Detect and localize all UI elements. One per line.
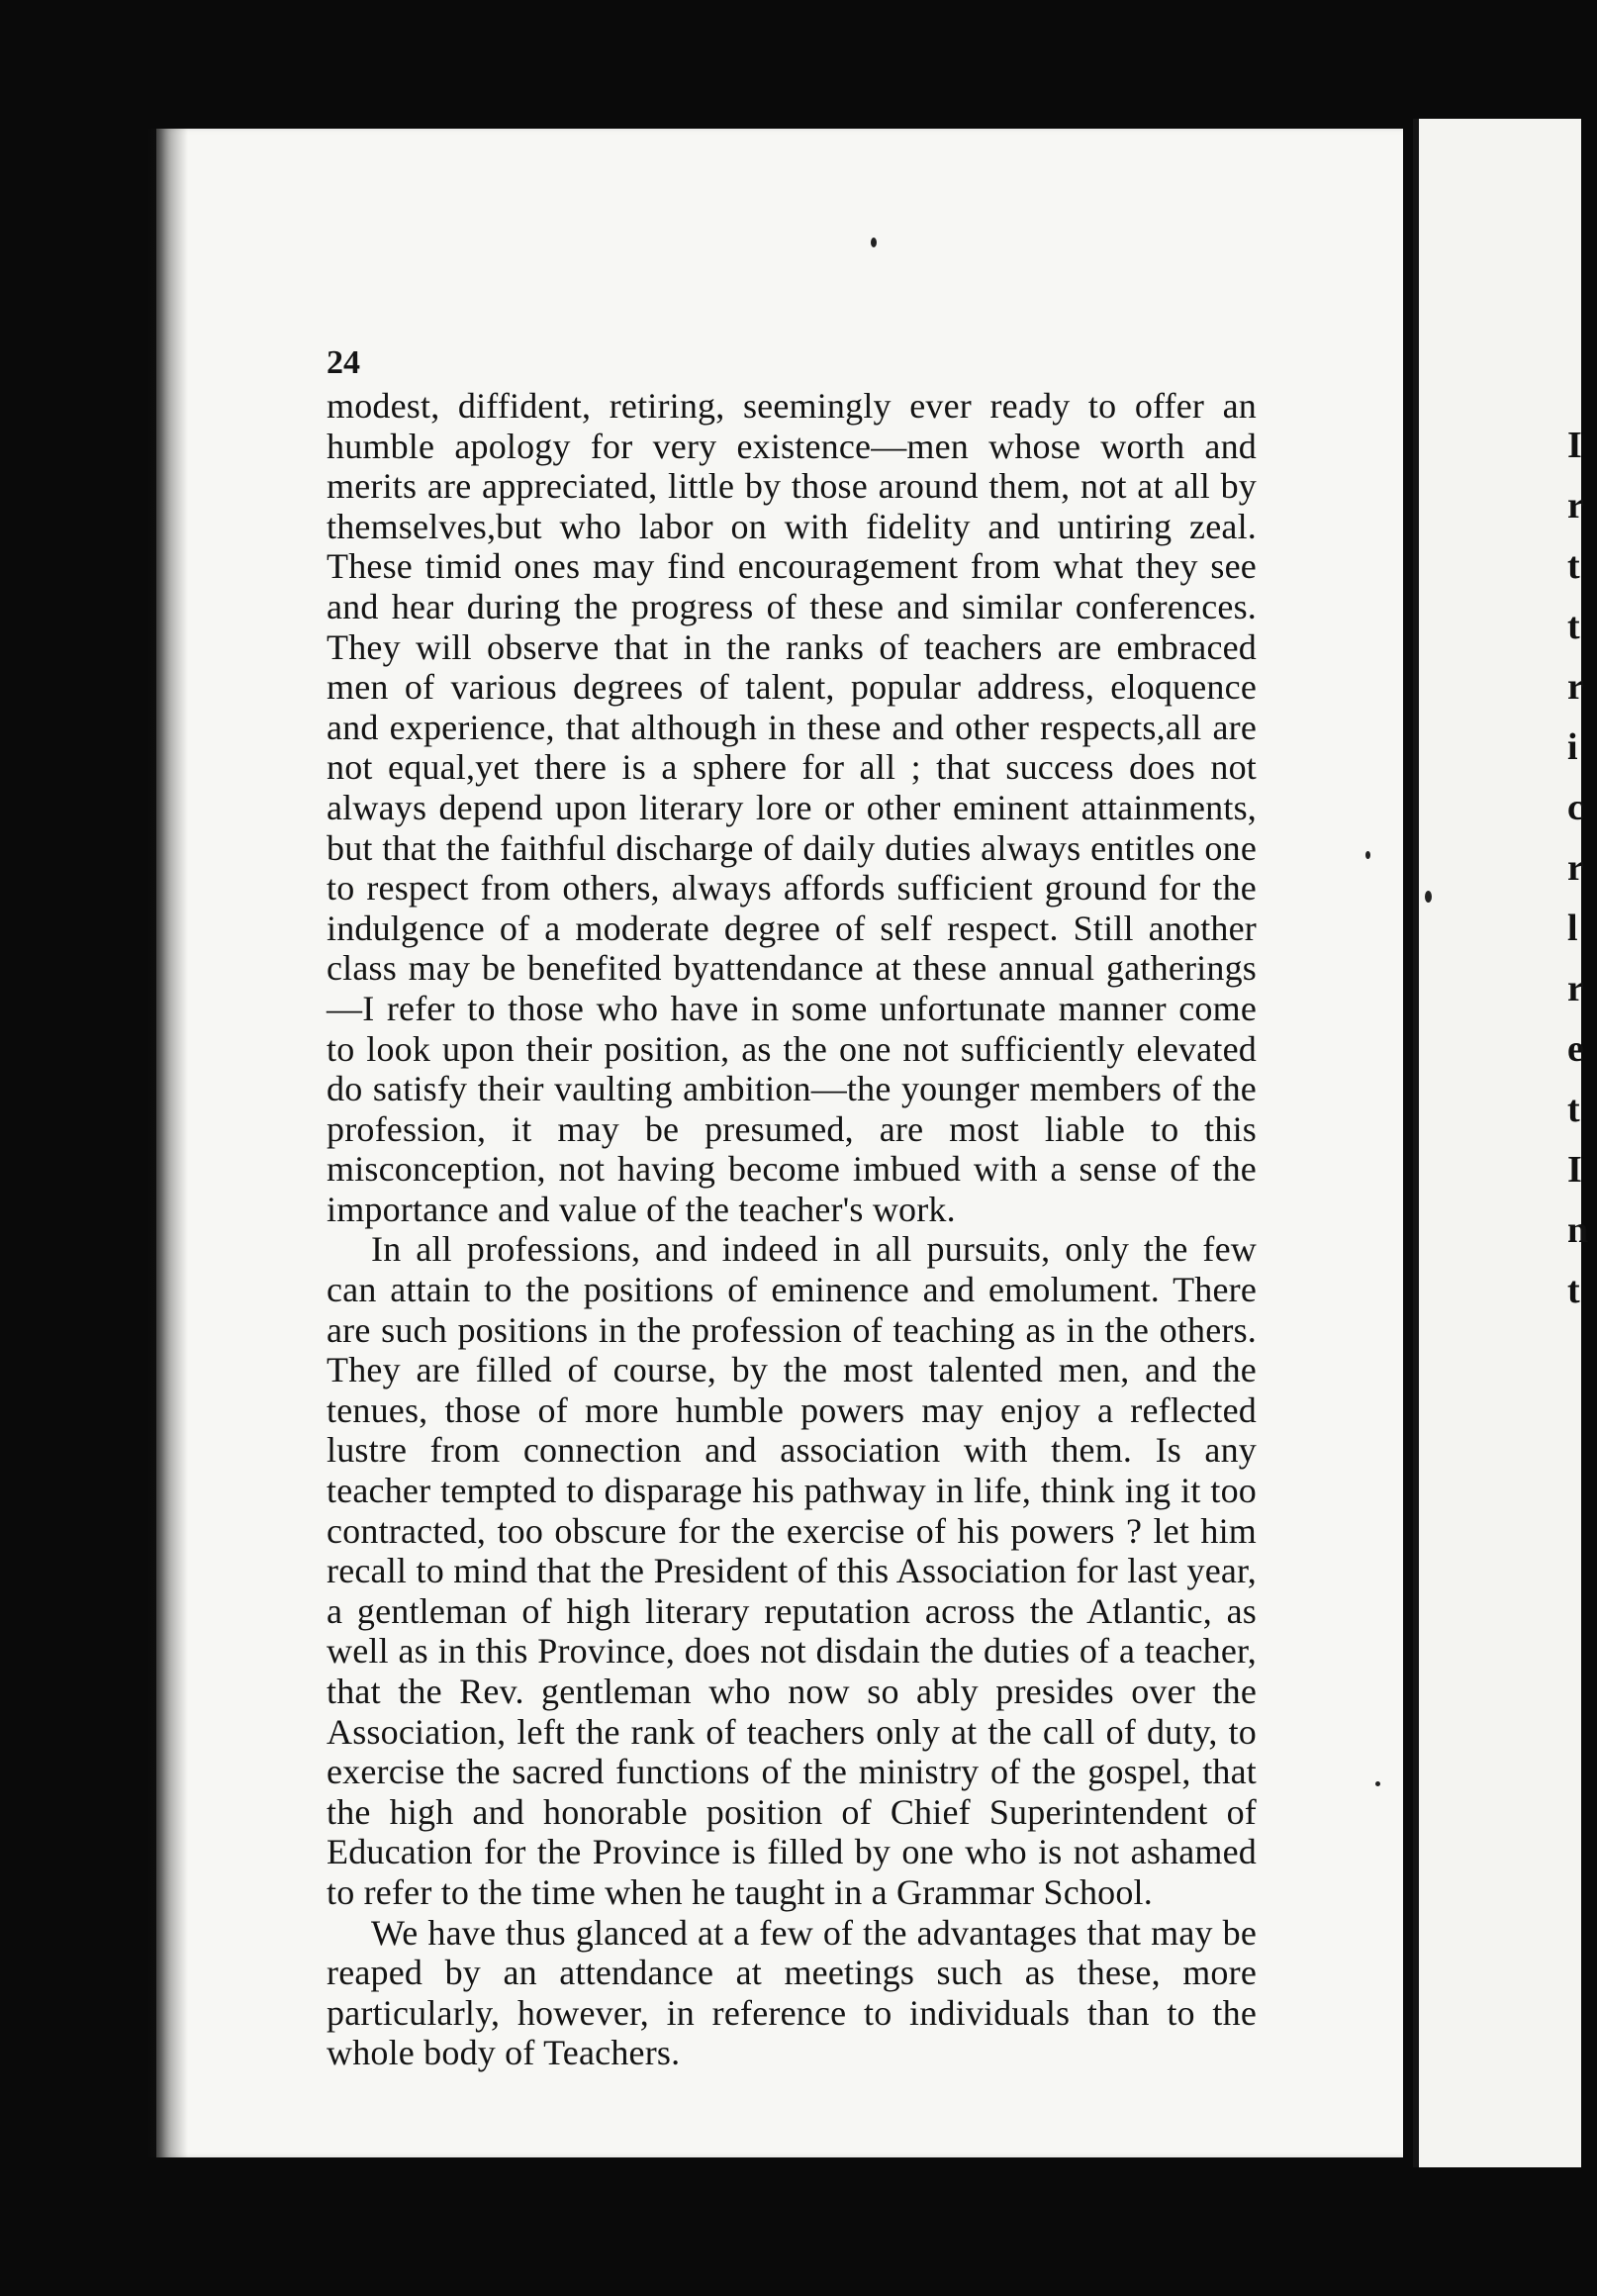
fragment-line: t (1567, 1270, 1580, 1311)
paragraph: In all professions, and indeed in all pursuits, only the few can attain to the positions of eminence and emolument. There are such positions in the profession of teaching as in the others. They are filled of course, by the most talented men, and the tenues, those of more humble powers may enjoy a reflected lustre from connection and association with them. Is any teacher tempted to disparage his pathway in life, think ing it too contracted, too obscure for the exercise of his powers ? let him recall to mind that the President of this Association for last year, a gentleman of high literary reputation across the Atlantic, as well as in this Province, does not disdain the duties of a teacher, that the Rev. gentleman who now so ably presides over the Association, left the rank of teachers only at the call of duty, to exercise the sacred functions of the ministry of the gospel, that the high and honorable position of Chief Superintendent of Education for the Province is filled by one who is not ashamed to refer to the time when he taught in a Grammar School. (327, 1229, 1257, 1912)
fragment-line: r (1567, 847, 1584, 889)
fragment-line: t (1567, 606, 1580, 647)
fragment-line: l (1567, 908, 1578, 949)
fragment-line: e (1567, 1028, 1584, 1070)
print-speck (1365, 851, 1370, 859)
facing-page-fragments (1567, 416, 1597, 1321)
facing-page (1413, 119, 1589, 2167)
paragraph: modest, diffident, retiring, seemingly ever ready to offer an humble apology for very existence—men whose worth and merits are appreciated, little by those around them, not at all by themselves,but who labor on with fidelity and untiring zeal. These timid ones may find encouragement from what they see and hear during the progress of these and similar conferences. They will observe that in the ranks of teachers are embraced men of various degrees of talent, popular address, eloquence and experience, that although in these and other respects,all are not equal,yet there is a sphere for all ; that success does not always depend upon literary lore or other eminent attainments, but that the faithful discharge of daily duties always entitles one to respect from others, always affords sufficient ground for the indulgence of a moderate degree of self respect. Still another class may be benefited byattendance at these annual gatherings—I refer to those who have in some unfortunate manner come to look upon their position, as the one not sufficiently elevated do satisfy their vaulting ambition—the younger members of the profession, it may be presumed, are most liable to this misconception, not having become imbued with a sense of the importance and value of the teacher's work. (327, 386, 1257, 1229)
fragment-line: t (1567, 545, 1580, 587)
fragment-line: t (1567, 1089, 1580, 1130)
print-speck (1425, 891, 1432, 903)
fragment-line: r (1567, 485, 1584, 526)
binding-shadow (148, 129, 188, 2157)
print-speck (1375, 1781, 1380, 1786)
page-number: 24 (327, 344, 360, 381)
page-body-text (327, 386, 1257, 2073)
fragment-line: n (1567, 1209, 1589, 1251)
print-speck (871, 238, 877, 247)
fragment-line: r (1567, 666, 1584, 708)
fragment-line: c (1567, 787, 1584, 828)
fragment-line: I (1567, 1149, 1582, 1191)
paragraph: We have thus glanced at a few of the advantages that may be reaped by an attendance at meetings such as these, more particularly, however, in reference to individuals than to the whole body of Teachers. (327, 1912, 1257, 2073)
fragment-line: i (1567, 726, 1578, 768)
fragment-line: r (1567, 968, 1584, 1009)
fragment-line: I (1567, 425, 1582, 466)
